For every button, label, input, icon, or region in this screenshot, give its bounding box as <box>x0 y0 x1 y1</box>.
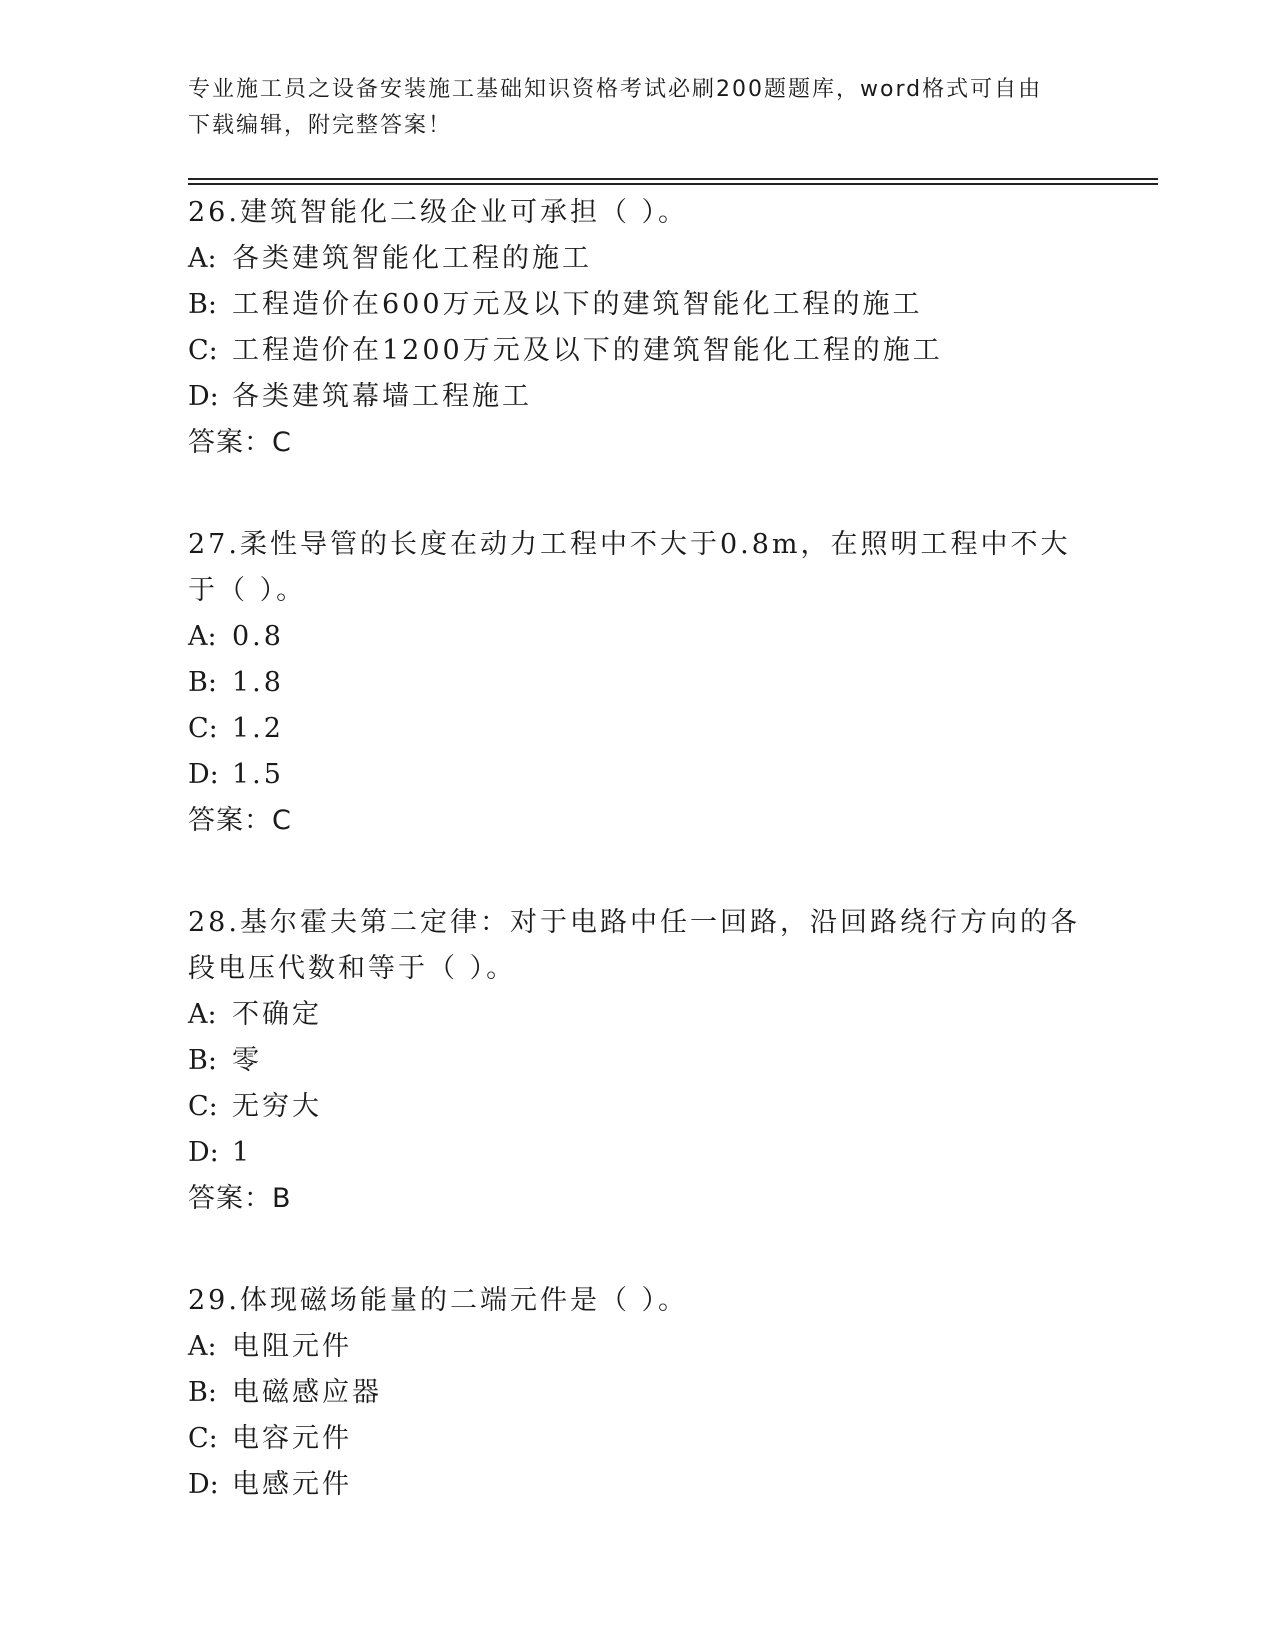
option-text: 工程造价在1200万元及以下的建筑智能化工程的施工 <box>232 335 943 366</box>
option-letter: A: <box>188 1331 217 1362</box>
document-header <box>188 72 1088 144</box>
option-text: 各类建筑智能化工程的施工 <box>232 243 592 274</box>
question-29 <box>188 1278 1088 1508</box>
option-text: 零 <box>232 1045 262 1076</box>
option-letter: D: <box>188 1137 219 1168</box>
option-a <box>188 992 1088 1038</box>
option-a <box>188 614 1088 660</box>
option-letter: B: <box>188 667 217 698</box>
question-stem: 26.建筑智能化二级企业可承担（ ）。 <box>188 197 689 228</box>
option-letter: B: <box>188 1045 217 1076</box>
option-letter: A: <box>188 621 217 652</box>
answer-line: 答案：C <box>188 427 292 458</box>
option-letter: D: <box>188 759 219 790</box>
question-stem: 29.体现磁场能量的二端元件是（ ）。 <box>188 1285 689 1316</box>
header-line-1: 专业施工员之设备安装施工基础知识资格考试必刷200题题库，word格式可自由 <box>188 77 1043 102</box>
option-c <box>188 706 1088 752</box>
option-text: 1.5 <box>232 759 284 790</box>
option-letter: A: <box>188 243 217 274</box>
option-b <box>188 1038 1088 1084</box>
option-d <box>188 1130 1088 1176</box>
question-stem: 27.柔性导管的长度在动力工程中不大于0.8m，在照明工程中不大于（ ）。 <box>188 529 1071 606</box>
question-28 <box>188 900 1088 1222</box>
option-text: 电阻元件 <box>232 1331 352 1362</box>
option-c <box>188 1416 1088 1462</box>
header-divider-top <box>188 178 1158 180</box>
option-text: 0.8 <box>232 621 284 652</box>
option-letter: D: <box>188 381 219 412</box>
option-letter: B: <box>188 289 217 320</box>
option-letter: C: <box>188 713 218 744</box>
option-text: 电感元件 <box>232 1469 352 1500</box>
option-letter: A: <box>188 999 217 1030</box>
option-letter: B: <box>188 1377 217 1408</box>
question-stem: 28.基尔霍夫第二定律：对于电路中任一回路，沿回路绕行方向的各段电压代数和等于（ ）。 <box>188 907 1080 984</box>
option-b <box>188 282 1088 328</box>
option-letter: C: <box>188 1091 218 1122</box>
question-list <box>188 190 1088 1564</box>
answer-line: 答案：C <box>188 805 292 836</box>
option-d <box>188 752 1088 798</box>
option-text: 工程造价在600万元及以下的建筑智能化工程的施工 <box>232 289 923 320</box>
option-text: 1.8 <box>232 667 284 698</box>
option-d <box>188 1462 1088 1508</box>
option-text: 无穷大 <box>232 1091 322 1122</box>
option-text: 不确定 <box>232 999 322 1030</box>
header-line-2: 下载编辑，附完整答案！ <box>188 113 453 138</box>
option-letter: C: <box>188 335 218 366</box>
option-d <box>188 374 1088 420</box>
option-text: 电磁感应器 <box>232 1377 382 1408</box>
option-text: 各类建筑幕墙工程施工 <box>232 381 532 412</box>
option-b <box>188 660 1088 706</box>
answer-line: 答案：B <box>188 1183 292 1214</box>
question-27 <box>188 522 1088 844</box>
option-letter: C: <box>188 1423 218 1454</box>
header-divider-bottom <box>188 183 1158 185</box>
option-text: 电容元件 <box>232 1423 352 1454</box>
question-26 <box>188 190 1088 466</box>
option-c <box>188 328 1088 374</box>
option-letter: D: <box>188 1469 219 1500</box>
option-b <box>188 1370 1088 1416</box>
option-text: 1 <box>232 1137 253 1168</box>
option-a <box>188 1324 1088 1370</box>
option-c <box>188 1084 1088 1130</box>
option-text: 1.2 <box>232 713 284 744</box>
option-a <box>188 236 1088 282</box>
